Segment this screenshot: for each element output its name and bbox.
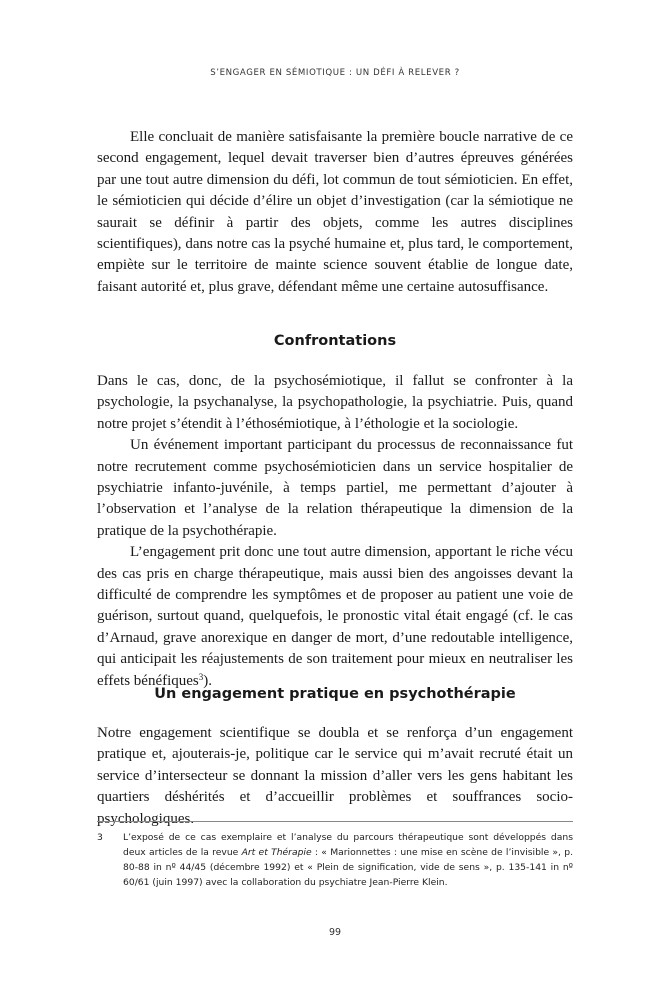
- footnote-text: [123, 830, 573, 890]
- section-heading-engagement-pratique: Un engagement pratique en psychothérapie: [154, 686, 516, 702]
- paragraph-text: L’engagement prit donc une tout autre dimension, apportant le riche vécu des cas pris en charge thérapeutique, mais aussi bien des angoisses devant la difficulté de comprendre les symptômes et de proposer au patient une voie de guérison, surtout quand, quelquefois, le pronostic vital était engagé (cf. le cas d’Arnaud, grave anorexique en danger de mort, d’une redoutable intelligence, qui anticipait les réajustements de son traitement pour mieux en neutraliser les effets bénéfiques: [97, 544, 573, 689]
- paragraph: Un événement important participant du processus de reconnaissance fut notre recrutement comme psychosémioticien dans un service hospitalier de psychiatrie infanto-juvénile, à temps partiel, me permettant d’ajouter à l’observation et l’analyse de la relation thérapeutique la dimension de la pratique de la psychothérapie.: [97, 437, 573, 539]
- section-heading-confrontations: Confrontations: [273, 333, 397, 349]
- footnote-divider: [97, 821, 573, 822]
- engagement-text-block: [97, 723, 573, 830]
- page-number: 99: [328, 927, 342, 938]
- paragraph: [97, 542, 573, 692]
- confrontations-text-block: [97, 371, 573, 692]
- footnote-reference[interactable]: 3: [198, 671, 204, 682]
- footnote-text-before: L’exposé de ce cas exemplaire et l’analyse du parcours thérapeutique sont développés dans deux articles de la revue: [123, 832, 573, 858]
- footnote-number: 3: [97, 832, 103, 843]
- paragraph: Elle concluait de manière satisfaisante la première boucle narrative de ce second engagement, lequel devait traverser bien d’autres épreuves générées par une tout autre dimension du défi, lot commun de tout sémioticien. En effet, le sémioticien qui décide d’élire un objet d’investigation (car la sémiotique ne saurait se définir à partir des objets, comme les autres disciplines scientifiques), dans notre cas la psyché humaine et, plus tard, le comportement, empiète sur le territoire de mainte science souvent établie de longue date, faisant autorité et, plus grave, défendant même une certaine autosuffisance.: [97, 129, 573, 295]
- footnote: [97, 830, 573, 890]
- footnote-text-after: : « Marionnettes : une mise en scène de l’invisible », p. 80-88 in nº 44/45 (décembre 1992) et « Plein de signification, vide de sens », p. 135-141 in nº 60/61 (juin 1997) avec la collaboration du psychiatre Jean-Pierre Klein.: [123, 847, 573, 888]
- paragraph: Notre engagement scientifique se doubla et se renforça d’un engagement pratique et, ajouterais-je, politique car le service qui m’avait recruté était un service d’intersecteur se donnant la mission d’aller vers les gens habitant les quartiers déshérités et d’accueillir problèmes et souffrances socio-psychologiques.: [97, 725, 573, 827]
- book-page: [97, 0, 573, 1006]
- paragraph: Dans le cas, donc, de la psychosémiotique, il fallut se confronter à la psychologie, la psychanalyse, la psychopathologie, la psychiatrie. Puis, quand notre projet s’étendit à l’éthosémiotique, à l’éthologie et la sociologie.: [97, 373, 573, 432]
- paragraph-text-end: ).: [203, 672, 213, 689]
- intro-text-block: [97, 127, 573, 298]
- running-head: S’ENGAGER EN SÉMIOTIQUE : UN DÉFI À RELEVER ?: [210, 68, 460, 78]
- journal-title: Art et Thérapie: [241, 847, 312, 858]
